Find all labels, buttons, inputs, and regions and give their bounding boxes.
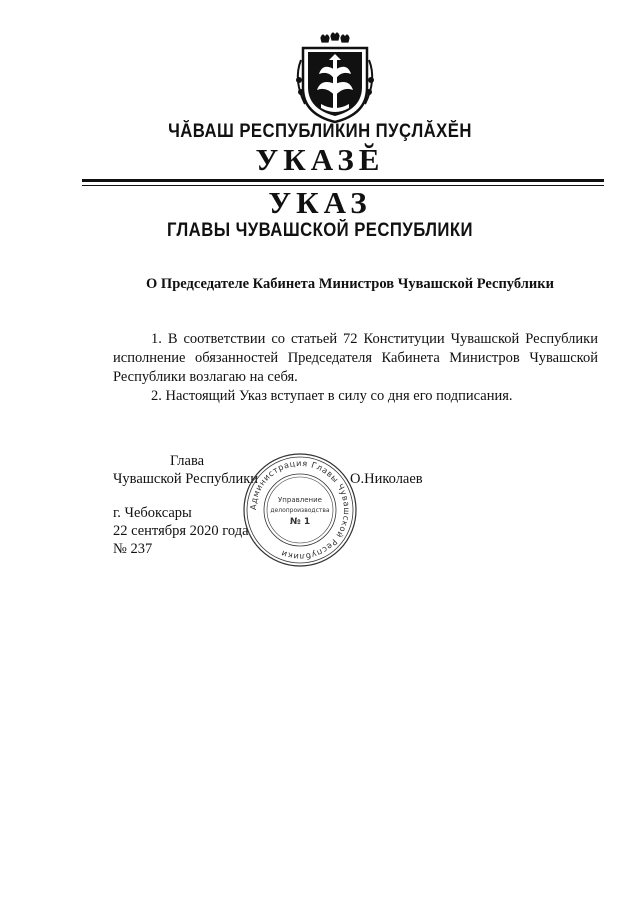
decree-paragraph-2: 2. Настоящий Указ вступает в силу со дня его подписания. xyxy=(151,388,513,404)
decree-date: 22 сентября 2020 года xyxy=(113,523,249,539)
russian-decree-title: УКАЗ xyxy=(268,185,372,220)
decree-paragraph-1: 1. В соответствии со статьей 72 Конституции Чувашской Республики исполнение обязанностей Председателя Кабинета Министров Чувашской Республики возлагаю на себя. xyxy=(113,331,598,385)
decree-subject: О Председателе Кабинета Министров Чувашской Республики xyxy=(146,276,554,292)
stamp-ring-text: Администрация Главы Чувашской Республики xyxy=(247,457,353,563)
signatory-name-text: О.Николаев xyxy=(350,471,423,487)
stamp-line-3: № 1 xyxy=(289,517,311,527)
stamp-line-2: делопроизводства xyxy=(270,507,330,514)
decree-number: № 237 xyxy=(113,541,153,557)
header-divider-thick xyxy=(82,179,604,182)
decree-city: г. Чебоксары xyxy=(113,505,192,521)
russian-header-title: ГЛАВЫ ЧУВАШСКОЙ РЕСПУБЛИКИ xyxy=(167,220,473,241)
chuvash-header-title: ЧĂВАШ РЕСПУБЛИКИН ПУÇЛĂХĔН xyxy=(168,121,472,142)
official-stamp-seal-icon xyxy=(240,450,360,570)
signature-title: Глава xyxy=(170,453,205,469)
decree-body xyxy=(113,330,598,406)
chuvash-decree-title: УКАЗĔ xyxy=(255,142,385,177)
chuvash-coat-of-arms-icon xyxy=(291,30,379,126)
coat-of-arms-emblem xyxy=(291,30,379,126)
signature-position: Чувашской Республики xyxy=(113,471,259,487)
official-stamp xyxy=(240,450,360,570)
stamp-line-1: Управление xyxy=(278,496,322,504)
